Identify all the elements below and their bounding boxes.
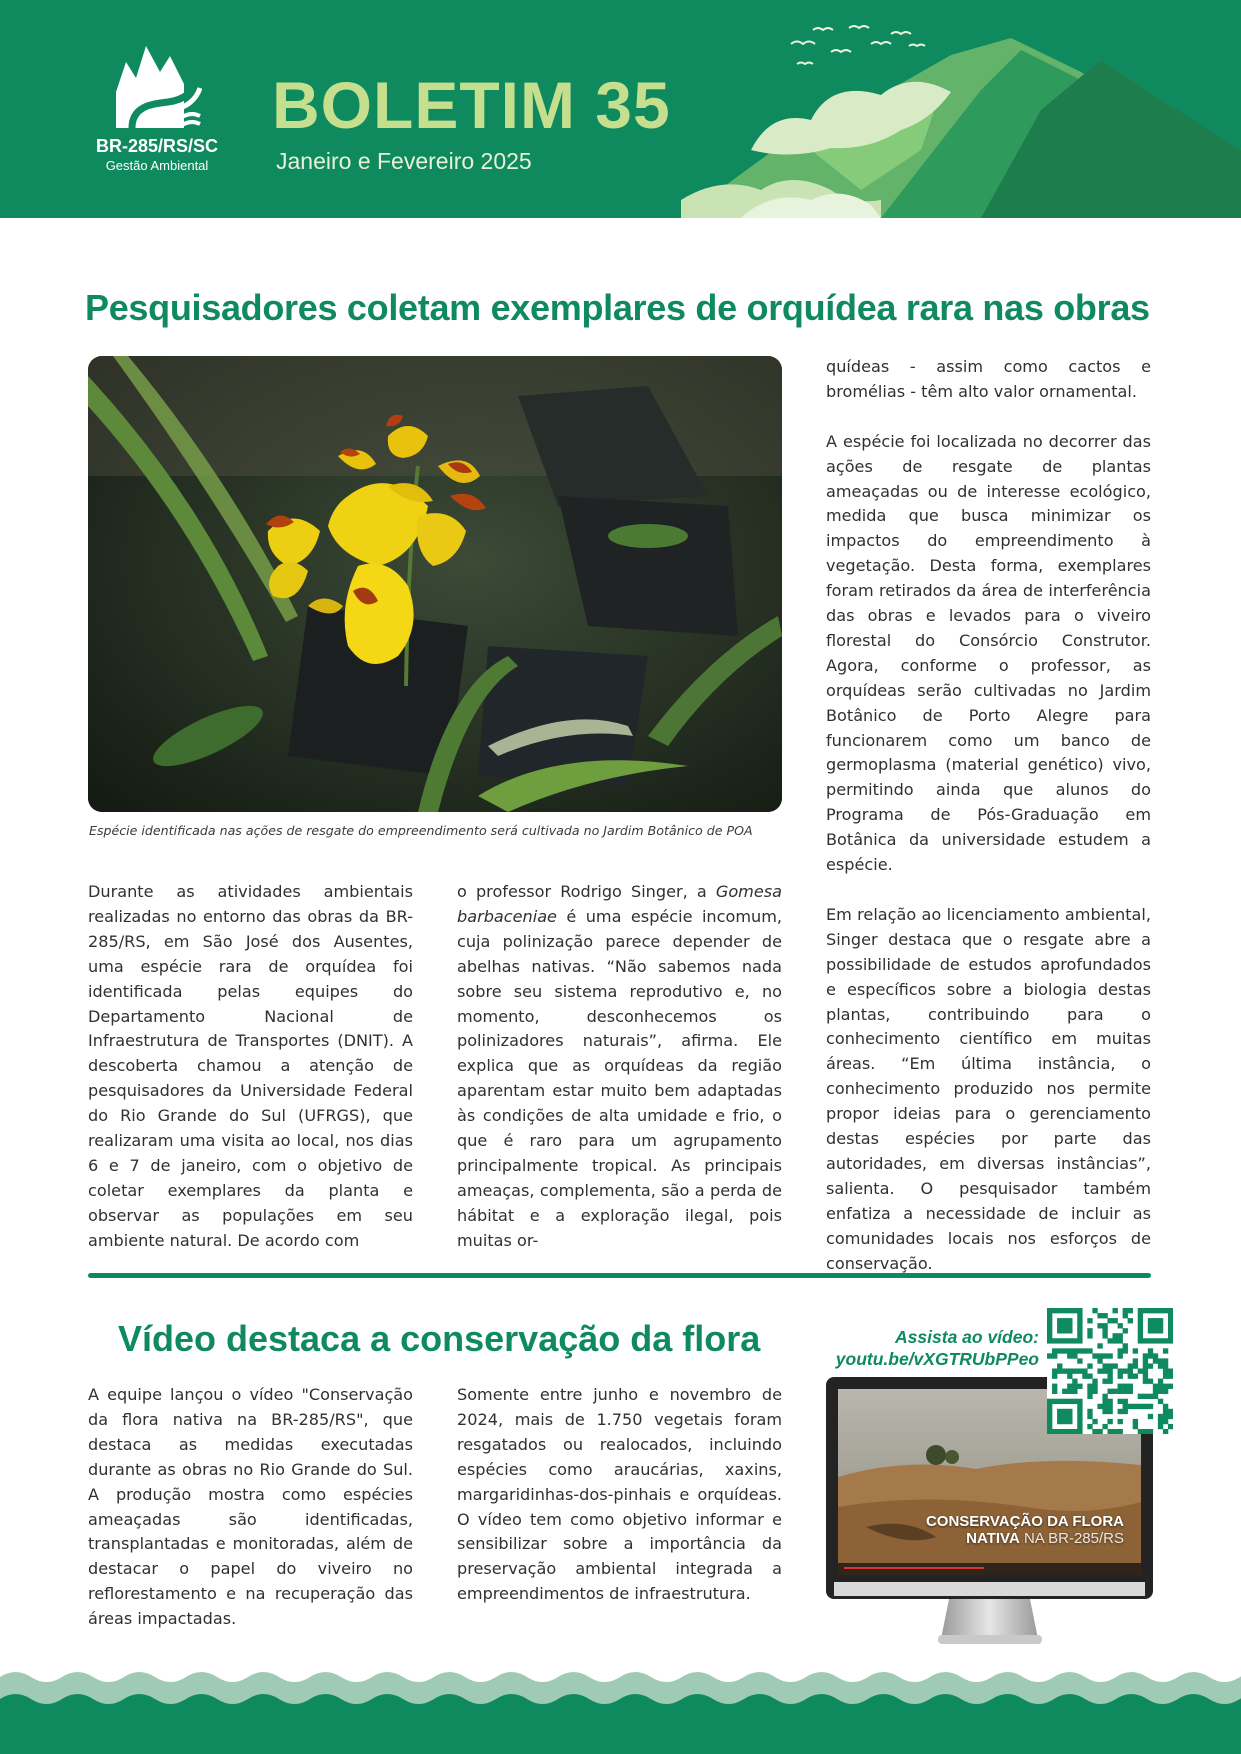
- video-link[interactable]: youtu.be/vXGTRUbPPeo: [835, 1349, 1039, 1369]
- article1-col1-text: Durante as atividades ambientais realizadas no entorno das obras da BR-285/RS, em São José dos Ausentes, uma espécie rara de orquídea foi identificada pelas equipes do Departamento Nacional de Infraestrutura de Transportes (DNIT). A descoberta chamou a atenção de pesquisadores da Universidade Federal do Rio Grande do Sul (UFRGS), que realizaram uma visita ao local, nos dias 6 e 7 de janeiro, com o objetivo de coletar exemplares da planta e observar as populações em seu ambiente natural. De acordo com: [88, 882, 413, 1250]
- orchid-image-icon: [88, 356, 782, 812]
- video-article-title: Vídeo destaca a conservação da flora: [118, 1318, 761, 1359]
- col2-text-before: o professor Rodrigo Singer, a: [457, 882, 716, 901]
- screen-line-2: [892, 1530, 1124, 1547]
- header-banner: [0, 0, 1241, 218]
- mountain-landscape-illustration: [681, 0, 1241, 218]
- orchid-photo: [88, 356, 782, 812]
- qr-code-icon[interactable]: [1047, 1308, 1173, 1434]
- screen-line-2-bold: NATIVA: [966, 1530, 1020, 1547]
- bulletin-date: Janeiro e Fevereiro 2025: [276, 148, 532, 174]
- mountain-road-logo-icon: [112, 40, 202, 132]
- article1-col2-text: [457, 880, 782, 1254]
- col2-text-after: é uma espécie incomum, cuja polinização parece depender de abelhas nativas. “Não sabemos nada sobre seu sistema reprodutivo e, no momento, desconhecemos os polinizadores naturais”, afirma. Ele explica que as orquídeas da região aparentam estar muito bem adaptadas às condições de alta umidade e frio, o que é raro para um agrupamento principalmente tropical. As principais ameaças, complementa, são a perda de hábitat e a exploração ilegal, pois muitas or-: [457, 906, 782, 1250]
- article1-col3-p3: Em relação ao licenciamento ambiental, Singer destaca que o resgate abre a possibilidade de estudos aprofundados e específicos sobre a biologia destas plantas, contribuindo para o conhecimento científico em muitas áreas. “Em última instância, o conhecimento produzido nos permite propor ideias para o gerenciamento destas espécies por parte das autoridades, em diversas instâncias”, salienta. O pesquisador também enfatiza a necessidade de incluir as comunidades locais nos esforços de conservação.: [826, 904, 1151, 1273]
- article1-col3-p2: A espécie foi localizada no decorrer das ações de resgate de plantas ameaçadas ou de interesse ecológico, medida que busca minimizar os impactos do empreendimento à vegetação. Desta forma, exemplares foram retirados da área de interferência das obras e levados para o viveiro florestal do Consórcio Construtor. Agora, conforme o professor, as orquídeas serão cultivadas no Jardim Botânico de Porto Alegre para funcionarem como um banco de germoplasma (material genético) vivo, permitindo ainda que alunos do Programa de Pós-Graduação em Botânica da universidade estudem a espécie.: [826, 431, 1151, 875]
- logo-subtitle: Gestão Ambiental: [105, 158, 209, 173]
- bulletin-title: BOLETIM 35: [272, 68, 671, 142]
- watch-video-callout: [780, 1326, 1039, 1370]
- article2-column-2: [457, 1383, 782, 1607]
- screen-line-2-rest: NA BR-285/RS: [1019, 1530, 1124, 1547]
- article1-column-2: [457, 880, 782, 1254]
- article1-column-3: [826, 355, 1151, 1277]
- article1-column-1: [88, 880, 413, 1254]
- species-name: Gomesa barbaceniae: [457, 882, 782, 926]
- section-divider: [88, 1273, 1151, 1278]
- article2-column-1: [88, 1383, 413, 1632]
- article-title: Pesquisadores coletam exemplares de orquídea rara nas obras: [85, 287, 1150, 328]
- video-screen-title: [892, 1513, 1124, 1547]
- screen-line-1: CONSERVAÇÃO DA FLORA: [925, 1513, 1124, 1530]
- article2-col1-text: A equipe lançou o vídeo "Conservação da flora nativa na BR-285/RS", que destaca as medidas executadas durante as obras no Rio Grande do Sul. A produção mostra como espécies ameaçadas são identificadas, transplantadas e monitoradas, além de destacar o papel do viveiro no reflorestamento e na recuperação das áreas impactadas.: [88, 1385, 413, 1629]
- logo-title: BR-285/RS/SC: [95, 136, 219, 156]
- article2-col2-text: Somente entre junho e novembro de 2024, mais de 1.750 vegetais foram resgatados ou realocados, incluindo espécies como araucárias, xaxins, margaridinhas-dos-pinhais e orquídeas. O vídeo tem como objetivo informar e sensibilizar sobre a importância da preservação ambiental integrada a empreendimentos de infraestrutura.: [457, 1385, 782, 1604]
- footer-waves: [0, 1655, 1241, 1754]
- photo-caption: Espécie identificada nas ações de resgate do empreendimento será cultivada no Jardim Botânico de POA: [89, 823, 753, 838]
- watch-label: Assista ao vídeo:: [895, 1327, 1039, 1347]
- logo: [82, 40, 232, 180]
- article1-col3-p1: quídeas - assim como cactos e bromélias - têm alto valor ornamental.: [826, 357, 1151, 401]
